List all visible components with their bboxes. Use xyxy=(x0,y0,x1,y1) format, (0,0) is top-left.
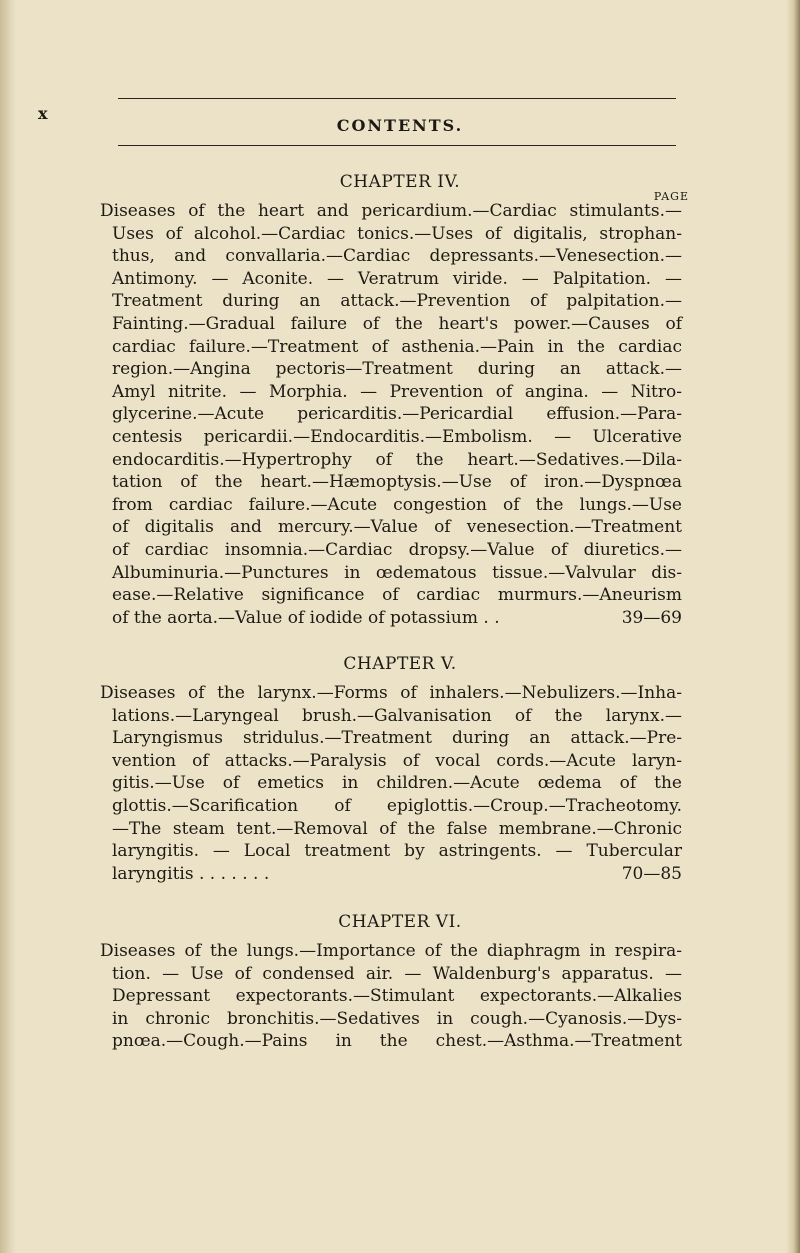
entry-line: Diseases of the larynx.—Forms of inhalers.—Nebulizers.—Inha- xyxy=(100,683,682,703)
chapter-entry xyxy=(100,200,682,629)
entry-line: Laryngismus stridulus.—Treatment during an attack.—Pre- xyxy=(112,728,682,749)
entry-line: lations.—Laryngeal brush.—Galvanisation of the larynx.— xyxy=(112,705,682,726)
entry-line: gitis.—Use of emetics in children.—Acute œdema of the xyxy=(112,773,682,794)
header-rule-bottom xyxy=(118,145,676,146)
entry-line: Diseases of the lungs.—Importance of the diaphragm in respira- xyxy=(100,941,682,961)
page-range: 70—85 xyxy=(621,863,682,884)
page-number: x xyxy=(38,104,48,123)
page-range: 39—69 xyxy=(621,607,682,628)
entry-line: Depressant expectorants.—Stimulant expectorants.—Alkalies xyxy=(112,986,682,1007)
entry-line: cardiac failure.—Treatment of asthenia.—Pain in the cardiac xyxy=(112,336,682,357)
entry-line: Amyl nitrite. — Morphia. — Prevention of angina. — Nitro- xyxy=(112,381,682,402)
entry-line: Albuminuria.—Punctures in œdematous tissue.—Valvular dis- xyxy=(112,562,682,583)
entry-line: tion. — Use of condensed air. — Waldenburg's apparatus. — xyxy=(112,963,682,984)
entry-last-line xyxy=(100,863,682,886)
entry-line: from cardiac failure.—Acute congestion of the lungs.—Use xyxy=(112,494,682,515)
entry-line-text: of the aorta.—Value of iodide of potassium . . xyxy=(112,607,500,628)
entry-line: thus, and convallaria.—Cardiac depressants.—Venesection.— xyxy=(112,246,682,267)
chapter-title: CHAPTER IV. xyxy=(339,172,461,192)
entry-line: vention of attacks.—Paralysis of vocal cords.—Acute laryn- xyxy=(112,750,682,771)
entry-line: laryngitis. — Local treatment by astringents. — Tubercular xyxy=(112,841,682,862)
entry-line: centesis pericardii.—Endocarditis.—Embolism. — Ulcerative xyxy=(112,426,682,447)
chapter-title: CHAPTER VI. xyxy=(338,912,462,932)
page-column-label: PAGE xyxy=(653,190,689,203)
entry-line: ease.—Relative significance of cardiac murmurs.—Aneurism xyxy=(112,585,682,606)
entry-line: Uses of alcohol.—Cardiac tonics.—Uses of digitalis, strophan- xyxy=(112,223,682,244)
entry-line: pnœa.—Cough.—Pains in the chest.—Asthma.—Treatment xyxy=(112,1031,682,1052)
header-rule-top xyxy=(118,98,676,99)
entry-line: in chronic bronchitis.—Sedatives in cough.—Cyanosis.—Dys- xyxy=(112,1008,682,1029)
chapter-entry xyxy=(100,940,682,1053)
chapter-entry xyxy=(100,682,682,885)
running-title: CONTENTS. xyxy=(336,116,464,135)
entry-line: of digitalis and mercury.—Value of venesection.—Treatment xyxy=(112,517,682,538)
entry-line: glycerine.—Acute pericarditis.—Pericardial effusion.—Para- xyxy=(112,404,682,425)
entry-line-text: laryngitis . . . . . . . xyxy=(112,863,270,884)
entry-line: Diseases of the heart and pericardium.—Cardiac stimulants.— xyxy=(100,201,682,221)
entry-line: glottis.—Scarification of epiglottis.—Croup.—Tracheotomy. xyxy=(112,795,682,816)
entry-line: tation of the heart.—Hæmoptysis.—Use of iron.—Dyspnœa xyxy=(112,472,682,493)
entry-line: region.—Angina pectoris—Treatment during an attack.— xyxy=(112,359,682,380)
entry-line: endocarditis.—Hypertrophy of the heart.—Sedatives.—Dila- xyxy=(112,449,682,470)
entry-last-line xyxy=(100,607,682,630)
chapter-title: CHAPTER V. xyxy=(343,654,457,674)
entry-line: of cardiac insomnia.—Cardiac dropsy.—Value of diuretics.— xyxy=(112,539,682,560)
entry-line: Fainting.—Gradual failure of the heart's power.—Causes of xyxy=(112,313,682,334)
entry-line: Treatment during an attack.—Prevention of palpitation.— xyxy=(112,291,682,312)
entry-line: Antimony. — Aconite. — Veratrum viride. — Palpitation. — xyxy=(112,268,682,289)
entry-line: —The steam tent.—Removal of the false membrane.—Chronic xyxy=(112,818,682,839)
